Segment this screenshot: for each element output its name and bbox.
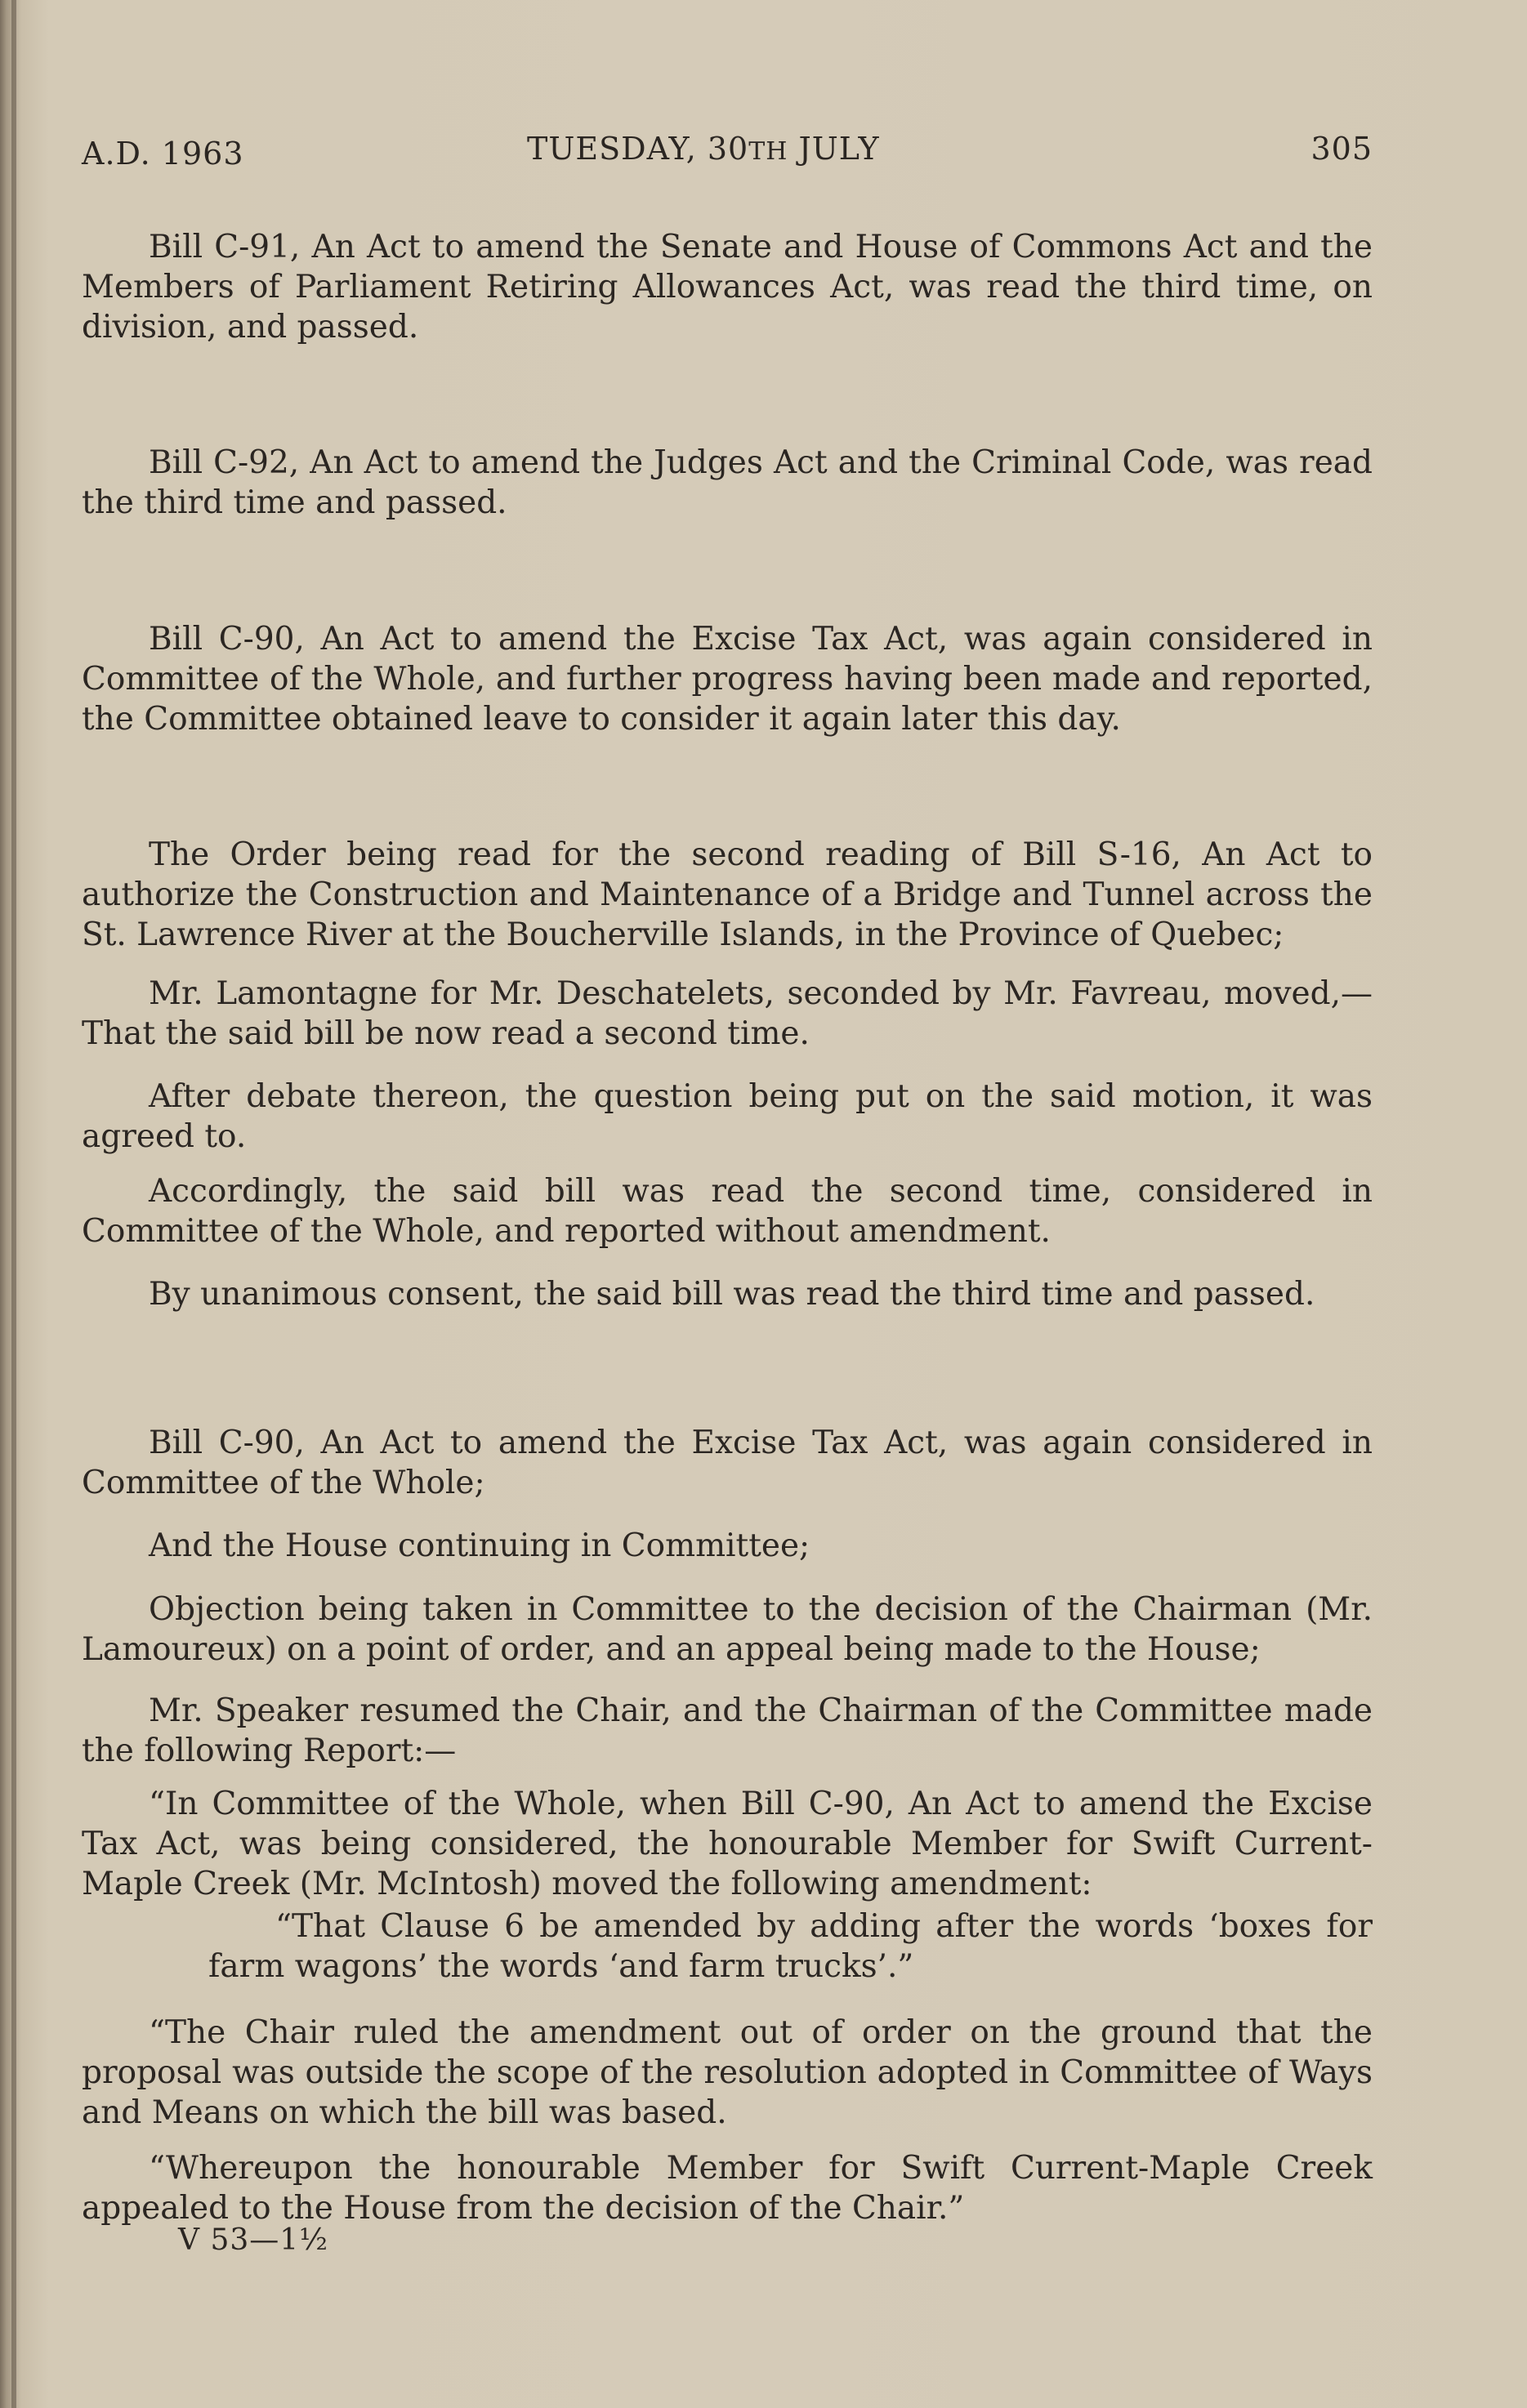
paragraph-bill-c91: Bill C-91, An Act to amend the Senate and House of Commons Act and the Members of Parliament Retiring Allowances Act, was read the third time, on division, and passed. [82,229,1373,346]
page-number: 305 [1310,131,1373,167]
paragraph-report-start: “In Committee of the Whole, when Bill C-90, An Act to amend the Excise Tax Act, was being considered, the honourable Member for Swift Current-Maple Creek (Mr. McIntosh) moved the following amendment: [82,1786,1373,1902]
header-date-suffix: JULY [788,131,880,167]
paragraph-third-reading: By unanimous consent, the said bill was read the third time and passed. [149,1276,1315,1313]
signature-mark: V 53—1½ [178,2223,329,2257]
paragraph-chair-ruling: “The Chair ruled the amendment out of order on the ground that the proposal was outside the scope of the resolution adopted in Committee of Ways and Means on which the bill was based. [82,2014,1373,2131]
header-date [527,131,880,167]
paragraph-bill-c90-committee: Bill C-90, An Act to amend the Excise Tax Act, was again considered in Committee of the Whole; [82,1425,1373,1501]
paragraph-bill-c92: Bill C-92, An Act to amend the Judges Act and the Criminal Code, was read the third time and passed. [82,444,1373,521]
paragraph-house-continuing: And the House continuing in Committee; [149,1527,810,1564]
header-date-ordinal: TH [748,137,788,166]
paragraph-debate: After debate thereon, the question being put on the said motion, it was agreed to. [82,1078,1373,1155]
running-head [82,131,1373,180]
binding-edge [11,0,16,2408]
paragraph-motion: Mr. Lamontagne for Mr. Deschatelets, seconded by Mr. Favreau, moved,— That the said bill be now read a second time. [82,975,1373,1052]
header-date-prefix: TUESDAY, 30 [527,131,749,167]
paragraph-amendment-quote: “That Clause 6 be amended by adding after the words ‘boxes for farm wagons’ the words ‘and farm trucks’.” [208,1908,1373,1985]
paragraph-objection: Objection being taken in Committee to the decision of the Chairman (Mr. Lamoureux) on a point of order, and an appeal being made to the House; [82,1591,1373,1668]
paragraph-second-reading: Accordingly, the said bill was read the second time, considered in Committee of the Whole, and reported without amendment. [82,1173,1373,1250]
paragraph-appeal: “Whereupon the honourable Member for Swift Current-Maple Creek appealed to the House from the decision of the Chair.” [82,2150,1373,2227]
header-year: A.D. 1963 [82,136,244,172]
paragraph-speaker-resumed: Mr. Speaker resumed the Chair, and the Chairman of the Committee made the following Report:— [82,1692,1373,1769]
paragraph-bill-c90-progress: Bill C-90, An Act to amend the Excise Tax Act, was again considered in Committee of the Whole, and further progress having been made and reported, the Committee obtained leave to consider it again later this day. [82,621,1373,738]
paragraph-bill-s16-order: The Order being read for the second reading of Bill S-16, An Act to authorize the Construction and Maintenance of a Bridge and Tunnel across the St. Lawrence River at the Boucherville Islands, in the Province of Quebec; [82,836,1373,953]
